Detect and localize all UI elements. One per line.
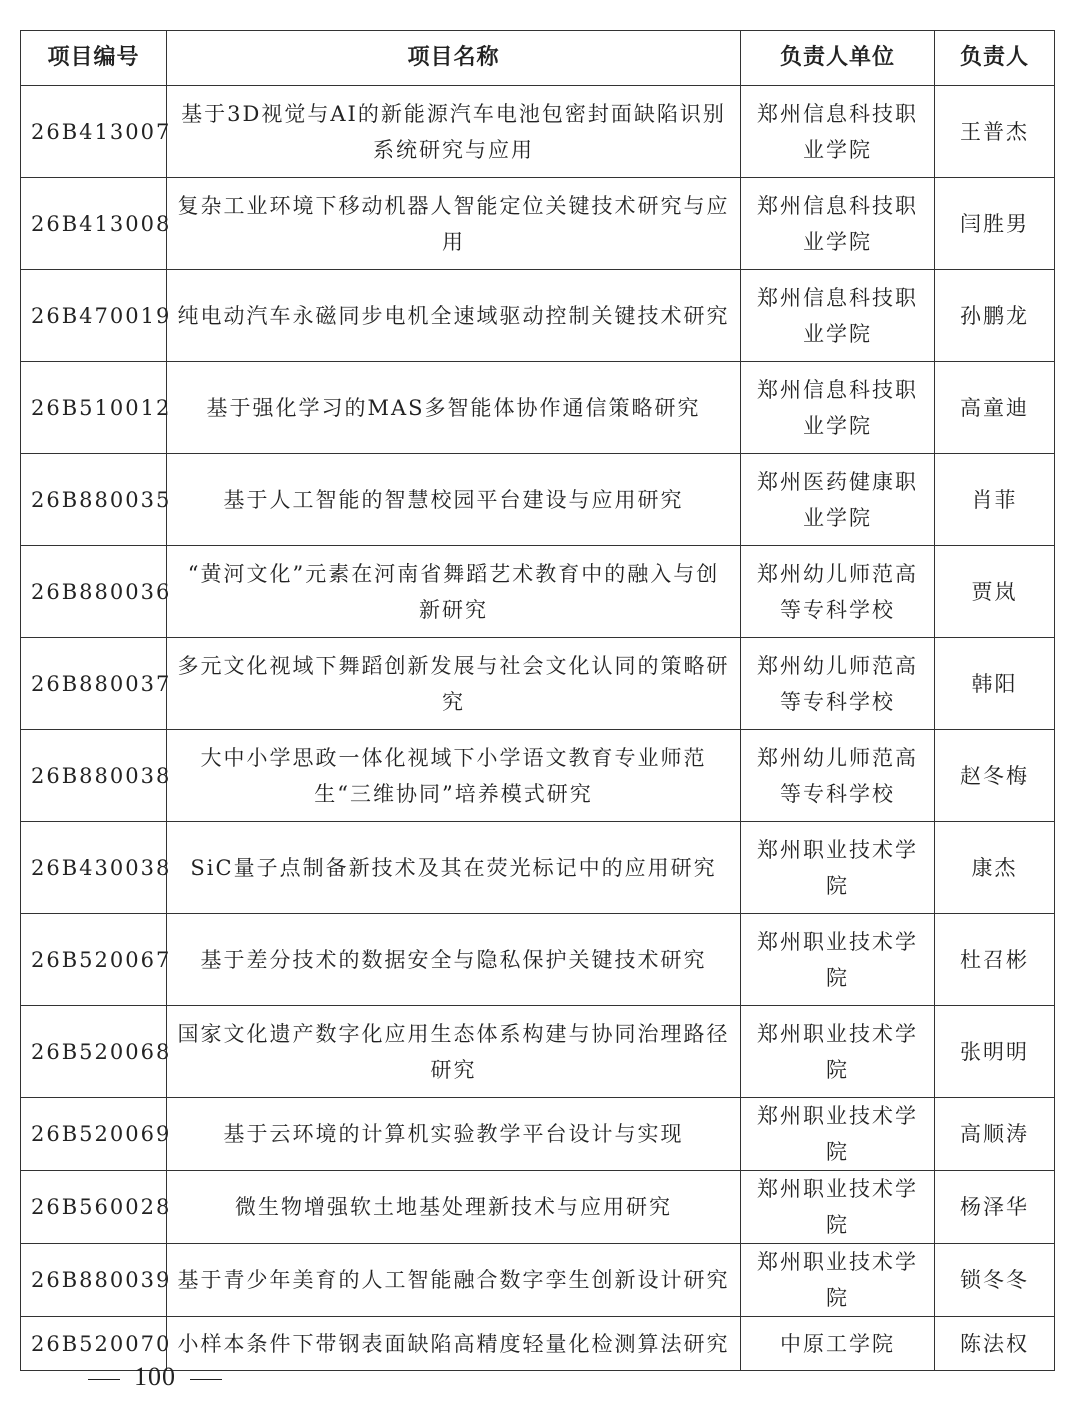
unit: 郑州信息科技职业学院 <box>741 362 935 454</box>
table-row <box>21 454 1055 546</box>
person: 杨泽华 <box>935 1171 1055 1244</box>
project-name: 多元文化视域下舞蹈创新发展与社会文化认同的策略研究 <box>167 638 741 730</box>
project-name: 复杂工业环境下移动机器人智能定位关键技术研究与应用 <box>167 178 741 270</box>
project-name: 纯电动汽车永磁同步电机全速域驱动控制关键技术研究 <box>167 270 741 362</box>
unit: 郑州职业技术学院 <box>741 1006 935 1098</box>
header-person: 负责人 <box>935 31 1055 86</box>
project-name: “黄河文化”元素在河南省舞蹈艺术教育中的融入与创新研究 <box>167 546 741 638</box>
project-code: 26B430038 <box>21 822 167 914</box>
table-row <box>21 914 1055 1006</box>
project-name: 基于青少年美育的人工智能融合数字孪生创新设计研究 <box>167 1244 741 1317</box>
project-code: 26B520068 <box>21 1006 167 1098</box>
table-row <box>21 822 1055 914</box>
unit: 郑州信息科技职业学院 <box>741 178 935 270</box>
table-row <box>21 362 1055 454</box>
unit: 郑州医药健康职业学院 <box>741 454 935 546</box>
table-row <box>21 1171 1055 1244</box>
project-name: 大中小学思政一体化视域下小学语文教育专业师范生“三维协同”培养模式研究 <box>167 730 741 822</box>
page-footer <box>74 1362 236 1392</box>
project-code: 26B520069 <box>21 1098 167 1171</box>
table-row <box>21 178 1055 270</box>
project-code: 26B880036 <box>21 546 167 638</box>
person: 孙鹏龙 <box>935 270 1055 362</box>
unit: 郑州幼儿师范高等专科学校 <box>741 546 935 638</box>
person: 陈法权 <box>935 1317 1055 1371</box>
project-code: 26B510012 <box>21 362 167 454</box>
project-code: 26B520070 <box>21 1317 167 1371</box>
table-row <box>21 86 1055 178</box>
person: 康杰 <box>935 822 1055 914</box>
header-unit: 负责人单位 <box>741 31 935 86</box>
project-code: 26B470019 <box>21 270 167 362</box>
header-project-name: 项目名称 <box>167 31 741 86</box>
table-row <box>21 1244 1055 1317</box>
table-row <box>21 1006 1055 1098</box>
project-code: 26B880038 <box>21 730 167 822</box>
project-name: 微生物增强软土地基处理新技术与应用研究 <box>167 1171 741 1244</box>
footer-dash-right <box>190 1379 222 1380</box>
project-code: 26B880035 <box>21 454 167 546</box>
person: 张明明 <box>935 1006 1055 1098</box>
header-project-code: 项目编号 <box>21 31 167 86</box>
project-name: 基于云环境的计算机实验教学平台设计与实现 <box>167 1098 741 1171</box>
person: 肖菲 <box>935 454 1055 546</box>
person: 高顺涛 <box>935 1098 1055 1171</box>
person: 王普杰 <box>935 86 1055 178</box>
unit: 郑州职业技术学院 <box>741 1244 935 1317</box>
person: 韩阳 <box>935 638 1055 730</box>
project-code: 26B413007 <box>21 86 167 178</box>
table-row <box>21 730 1055 822</box>
person: 锁冬冬 <box>935 1244 1055 1317</box>
table-row <box>21 546 1055 638</box>
project-name: 小样本条件下带钢表面缺陷高精度轻量化检测算法研究 <box>167 1317 741 1371</box>
project-code: 26B413008 <box>21 178 167 270</box>
project-code: 26B520067 <box>21 914 167 1006</box>
footer-dash-left <box>88 1379 120 1380</box>
project-code: 26B880039 <box>21 1244 167 1317</box>
unit: 郑州职业技术学院 <box>741 914 935 1006</box>
project-name: 国家文化遗产数字化应用生态体系构建与协同治理路径研究 <box>167 1006 741 1098</box>
page-number: 100 <box>134 1362 176 1391</box>
project-code: 26B880037 <box>21 638 167 730</box>
project-name: 基于强化学习的MAS多智能体协作通信策略研究 <box>167 362 741 454</box>
project-name: SiC量子点制备新技术及其在荧光标记中的应用研究 <box>167 822 741 914</box>
unit: 郑州职业技术学院 <box>741 1171 935 1244</box>
project-name: 基于人工智能的智慧校园平台建设与应用研究 <box>167 454 741 546</box>
table-header-row <box>21 31 1055 86</box>
unit: 郑州幼儿师范高等专科学校 <box>741 730 935 822</box>
person: 贾岚 <box>935 546 1055 638</box>
table-row <box>21 270 1055 362</box>
person: 闫胜男 <box>935 178 1055 270</box>
unit: 郑州职业技术学院 <box>741 822 935 914</box>
project-code: 26B560028 <box>21 1171 167 1244</box>
unit: 郑州职业技术学院 <box>741 1098 935 1171</box>
person: 赵冬梅 <box>935 730 1055 822</box>
project-name: 基于差分技术的数据安全与隐私保护关键技术研究 <box>167 914 741 1006</box>
unit: 郑州信息科技职业学院 <box>741 86 935 178</box>
person: 杜召彬 <box>935 914 1055 1006</box>
person: 高童迪 <box>935 362 1055 454</box>
table-row <box>21 1098 1055 1171</box>
unit: 中原工学院 <box>741 1317 935 1371</box>
project-table <box>20 30 1055 1371</box>
unit: 郑州信息科技职业学院 <box>741 270 935 362</box>
project-name: 基于3D视觉与AI的新能源汽车电池包密封面缺陷识别系统研究与应用 <box>167 86 741 178</box>
table-row <box>21 638 1055 730</box>
unit: 郑州幼儿师范高等专科学校 <box>741 638 935 730</box>
